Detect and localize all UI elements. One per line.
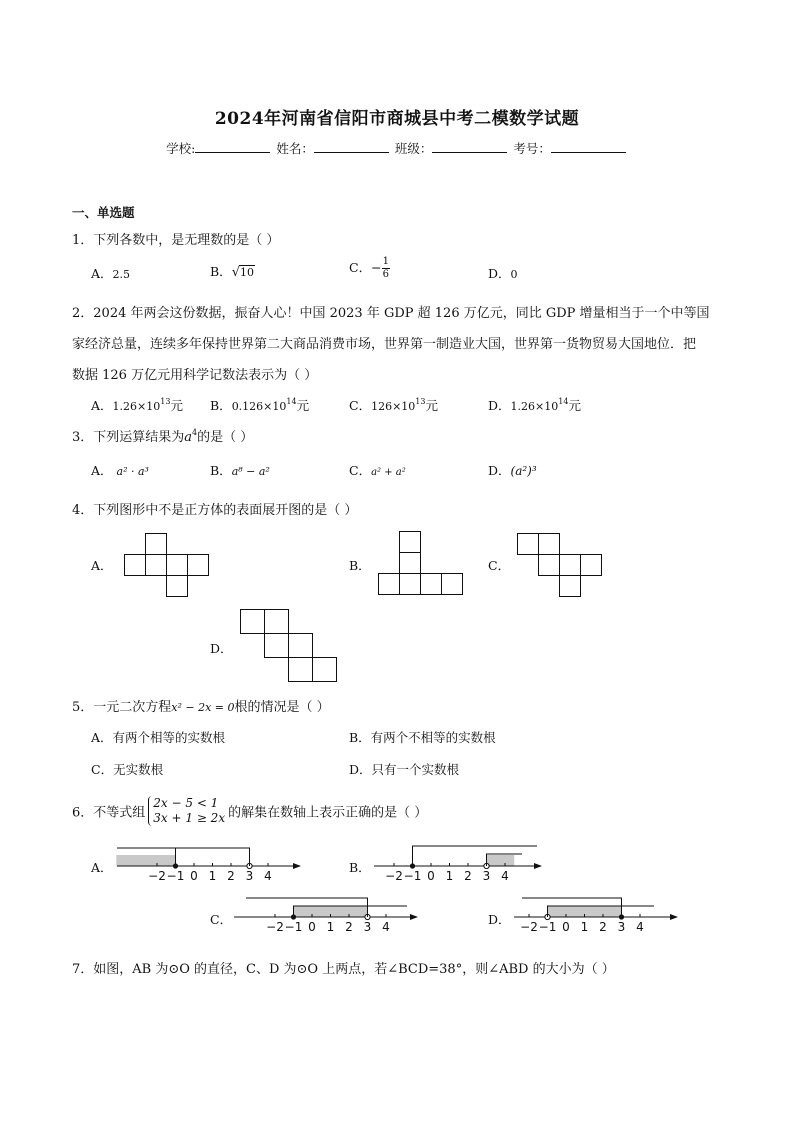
q2-option-c[interactable]: C．$126\times 10^{13}$元 [349, 397, 438, 413]
axis-arrow [410, 914, 418, 920]
q1-option-b[interactable]: B．√10 [210, 264, 254, 280]
q1-option-a[interactable]: A．2.5 [91, 266, 131, 281]
axis-arrow [534, 863, 542, 869]
question-4-stem: 4．下列图形中不是正方体的表面展开图的是（ ） [72, 503, 358, 518]
q4-option-c-label[interactable]: C． [488, 558, 511, 573]
tick-label: −1 [403, 869, 422, 883]
tick-label: 2 [227, 869, 235, 883]
student-info-line [0, 139, 794, 157]
school-label: 学校: [166, 141, 196, 156]
q5-option-b[interactable]: B．有两个不相等的实数根 [349, 730, 496, 745]
q4-option-a-label[interactable]: A． [91, 558, 113, 573]
question-7-stem: 7．如图，AB 为⊙O 的直径，C、D 为⊙O 上两点，若∠BCD=38°，则∠ABD 的大小为（ ） [72, 962, 615, 977]
tick-label: 4 [264, 869, 272, 883]
q2-option-d[interactable]: D．$1.26\times 10^{14}$元 [488, 397, 581, 413]
tick-label: 0 [308, 920, 316, 934]
class-label: 班级： [394, 141, 433, 156]
q6-number-line-d [512, 893, 682, 937]
q6-option-d-label[interactable]: D． [488, 912, 511, 927]
q6-number-line-b [372, 842, 546, 884]
name-blank[interactable] [314, 140, 389, 153]
q6-option-b-label[interactable]: B． [349, 860, 371, 875]
q2-option-b[interactable]: B．$0.126\times 10^{14}$元 [210, 397, 310, 413]
tick-label: −1 [538, 920, 557, 934]
tick-label: 2 [599, 920, 607, 934]
q4-net-a [122, 531, 212, 599]
name-label: 姓名： [276, 141, 314, 156]
tick-label: 1 [326, 920, 335, 934]
tick-label: 2 [464, 869, 472, 883]
closed-endpoint [173, 863, 178, 868]
q4-net-c [515, 531, 605, 599]
class-blank[interactable] [432, 140, 507, 153]
school-blank[interactable] [195, 140, 270, 153]
tick-label: 4 [636, 920, 644, 934]
question-3-stem: 3．下列运算结果为$a^4$的是（ ） [72, 428, 254, 445]
q4-net-b [376, 529, 466, 597]
exam-no-blank[interactable] [551, 140, 626, 153]
tick-label: 4 [382, 920, 390, 934]
question-5-stem: 5．一元二次方程x² − 2x = 0根的情况是（ ） [72, 700, 330, 715]
tick-label: 0 [562, 920, 570, 934]
question-2-line-1: 2．2024 年两会这份数据，振奋人心！中国 2023 年 GDP 超 126 万亿元，同比 GDP 增量相当于一个中等国 [72, 306, 710, 321]
tick-label: 2 [345, 920, 353, 934]
q6-option-a-label[interactable]: A． [91, 860, 113, 875]
tick-label: 1 [208, 869, 217, 883]
q5-option-d[interactable]: D．只有一个实数根 [349, 762, 460, 777]
q3-option-c[interactable]: C．a² + a² [349, 463, 406, 478]
q6-option-c-label[interactable]: C． [210, 912, 233, 927]
tick-label: 3 [245, 869, 254, 883]
section-heading: 一、单选题 [72, 205, 135, 220]
exam-no-label: 考号： [513, 141, 551, 156]
tick-label: −2 [520, 920, 538, 934]
q4-net-d [238, 607, 340, 685]
axis-arrow [293, 863, 301, 869]
q3-option-a[interactable]: A． a² · a³ [91, 463, 149, 478]
question-2-line-2: 家经济总量，连续多年保持世界第二大商品消费市场，世界第一制造业大国，世界第一货物贸易大国地位．把 [72, 337, 697, 352]
inequality-system: 2x − 5 < 1 3x + 1 ≥ 2x [148, 796, 225, 826]
q6-number-line-a [115, 842, 305, 884]
q5-option-a[interactable]: A．有两个相等的实数根 [91, 730, 226, 745]
tick-label: 4 [501, 869, 509, 883]
q3-option-b[interactable]: B．a⁸ − a² [210, 463, 270, 478]
solution-shading [116, 855, 175, 866]
q6-number-line-c [232, 893, 422, 937]
tick-label: 3 [363, 920, 372, 934]
q5-option-c[interactable]: C．无实数根 [91, 762, 164, 777]
q4-option-b-label[interactable]: B． [349, 558, 371, 573]
axis-arrow [670, 914, 678, 920]
question-6-stem: 6．不等式组 2x − 5 < 1 3x + 1 ≥ 2x 的解集在数轴上表示正确的是（ ） [72, 796, 428, 825]
tick-label: 3 [617, 920, 626, 934]
tick-label: 0 [190, 869, 198, 883]
tick-label: 0 [427, 869, 435, 883]
q4-option-d-label[interactable]: D． [210, 641, 233, 656]
page-title: 2024年河南省信阳市商城县中考二模数学试题 [214, 109, 580, 129]
tick-label: 3 [482, 869, 491, 883]
solution-shading [487, 855, 515, 866]
tick-label: 1 [580, 920, 589, 934]
tick-label: −1 [284, 920, 303, 934]
tick-label: 1 [445, 869, 454, 883]
question-1-stem: 1．下列各数中，是无理数的是（ ） [72, 233, 280, 248]
tick-label: −2 [385, 869, 403, 883]
question-2-line-3: 数据 126 万亿元用科学记数法表示为（ ） [72, 368, 318, 383]
tick-label: −2 [266, 920, 284, 934]
q2-option-a[interactable]: A．$1.26\times 10^{13}$元 [91, 397, 183, 413]
q1-option-c[interactable]: C．− $\frac{1}{6}$ [349, 256, 389, 280]
q1-option-d[interactable]: D．0 [488, 266, 518, 281]
tick-label: −1 [166, 869, 185, 883]
q3-option-d[interactable]: D．(a²)³ [488, 463, 537, 478]
tick-label: −2 [148, 869, 166, 883]
